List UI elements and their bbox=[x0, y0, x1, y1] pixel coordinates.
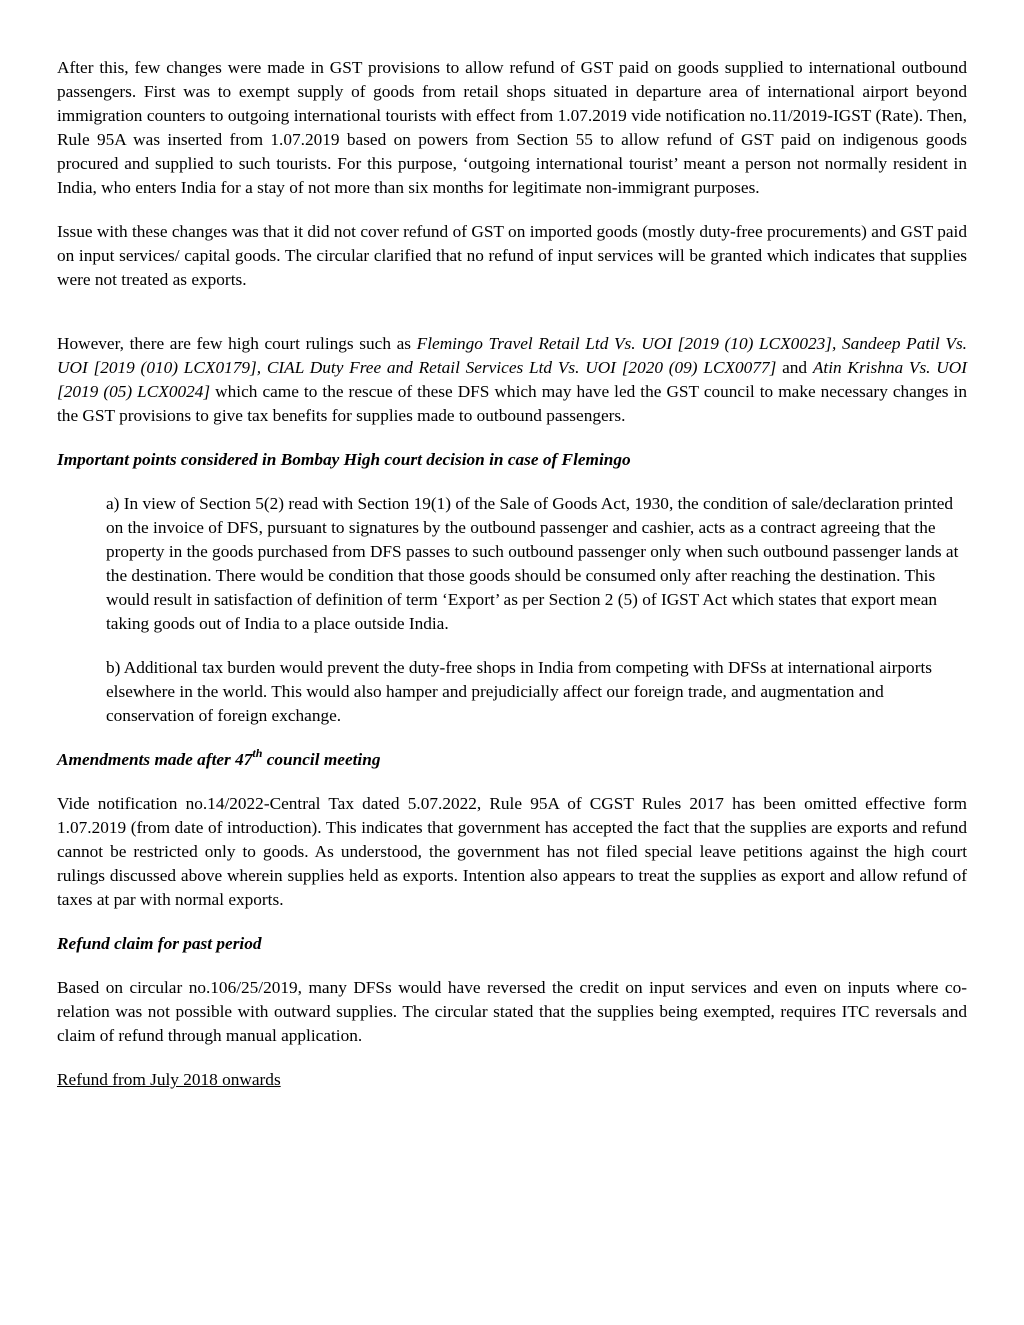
paragraph-gst-changes: After this, few changes were made in GST provisions to allow refund of GST paid on goods supplied to international outbound passengers. First was to exempt supply of goods from retail shops situated in departure area of international airport beyond immigration counters to outgoing international tourists with effect from 1.07.2019 vide notification no.11/2019-IGST (Rate). Then, Rule 95A was inserted from 1.07.2019 based on powers from Section 55 to allow refund of GST paid on indigenous goods procured and supplied to such tourists. For this purpose, ‘outgoing international tourist’ meant a person not normally resident in India, who enters India for a stay of not more than six months for legitimate non-immigrant purposes. bbox=[57, 58, 967, 197]
point-a: a) In view of Section 5(2) read with Section 19(1) of the Sale of Goods Act, 1930, the condition of sale/declaration printed on the invoice of DFS, pursuant to signatures by the outbound passenger and cashier, acts as a contract agreeing that the property in the goods purchased from DFS passes to such outbound passenger only when such outbound passenger lands at the destination. There would be condition that those goods should be consumed only after reaching the destination. This would result in satisfaction of definition of term ‘Export’ as per Section 2 (5) of IGST Act which states that export mean taking goods out of India to a place outside India. bbox=[106, 494, 959, 633]
heading-amendments bbox=[57, 748, 967, 772]
rulings-text-3: which came to the rescue of these DFS which may have led the GST council to make necessary changes in the GST provisions to give tax benefits for supplies made to outbound passengers. bbox=[57, 382, 968, 425]
rulings-case-list: Flemingo Travel Retail Ltd Vs. UOI [2019 (10) LCX0023], Sandeep Patil Vs. UOI [2019 (010) LCX0179], CIAL Duty Free and Retail Services Ltd Vs. UOI [2020 (09) LCX0077] bbox=[57, 334, 967, 377]
paragraph-high-court-rulings bbox=[57, 332, 967, 428]
rulings-case-atin: Atin Krishna Vs. UOI [2019 (05) LCX0024] bbox=[57, 358, 967, 401]
paragraph-notification: Vide notification no.14/2022-Central Tax dated 5.07.2022, Rule 95A of CGST Rules 2017 has been omitted effective form 1.07.2019 (from date of introduction). This indicates that government has accepted the fact that the supplies are exports and refund cannot be restricted only to goods. As understood, the government has not filed special leave petitions against the high court rulings discussed above wherein supplies held as exports. Intention also appears to treat the supplies as export and allow refund of taxes at par with normal exports. bbox=[57, 794, 967, 909]
amendments-heading-pre: Amendments made after 47 bbox=[57, 750, 253, 769]
document-page bbox=[57, 56, 967, 1092]
point-b: b) Additional tax burden would prevent the duty-free shops in India from competing with DFSs at international airports elsewhere in the world. This would also hamper and prejudicially affect our foreign trade, and augmentation and conservation of foreign exchange. bbox=[106, 658, 932, 725]
heading-flemingo-points: Important points considered in Bombay High court decision in case of Flemingo bbox=[57, 450, 631, 469]
paragraph-issue: Issue with these changes was that it did not cover refund of GST on imported goods (mostly duty-free procurements) and GST paid on input services/ capital goods. The circular clarified that no refund of input services will be granted which indicates that supplies were not treated as exports. bbox=[57, 222, 967, 289]
amendments-heading-post: council meeting bbox=[262, 750, 381, 769]
heading-refund-past: Refund claim for past period bbox=[57, 934, 262, 953]
amendments-heading-sup: th bbox=[252, 746, 263, 760]
paragraph-circular: Based on circular no.106/25/2019, many DFSs would have reversed the credit on input services and even on inputs where co-relation was not possible with outward supplies. The circular stated that the supplies being exempted, requires ITC reversals and claim of refund through manual application. bbox=[57, 978, 967, 1045]
rulings-text-1: However, there are few high court rulings such as bbox=[57, 334, 417, 353]
subheading-refund-july-2018: Refund from July 2018 onwards bbox=[57, 1070, 281, 1089]
rulings-text-2: and bbox=[776, 358, 813, 377]
